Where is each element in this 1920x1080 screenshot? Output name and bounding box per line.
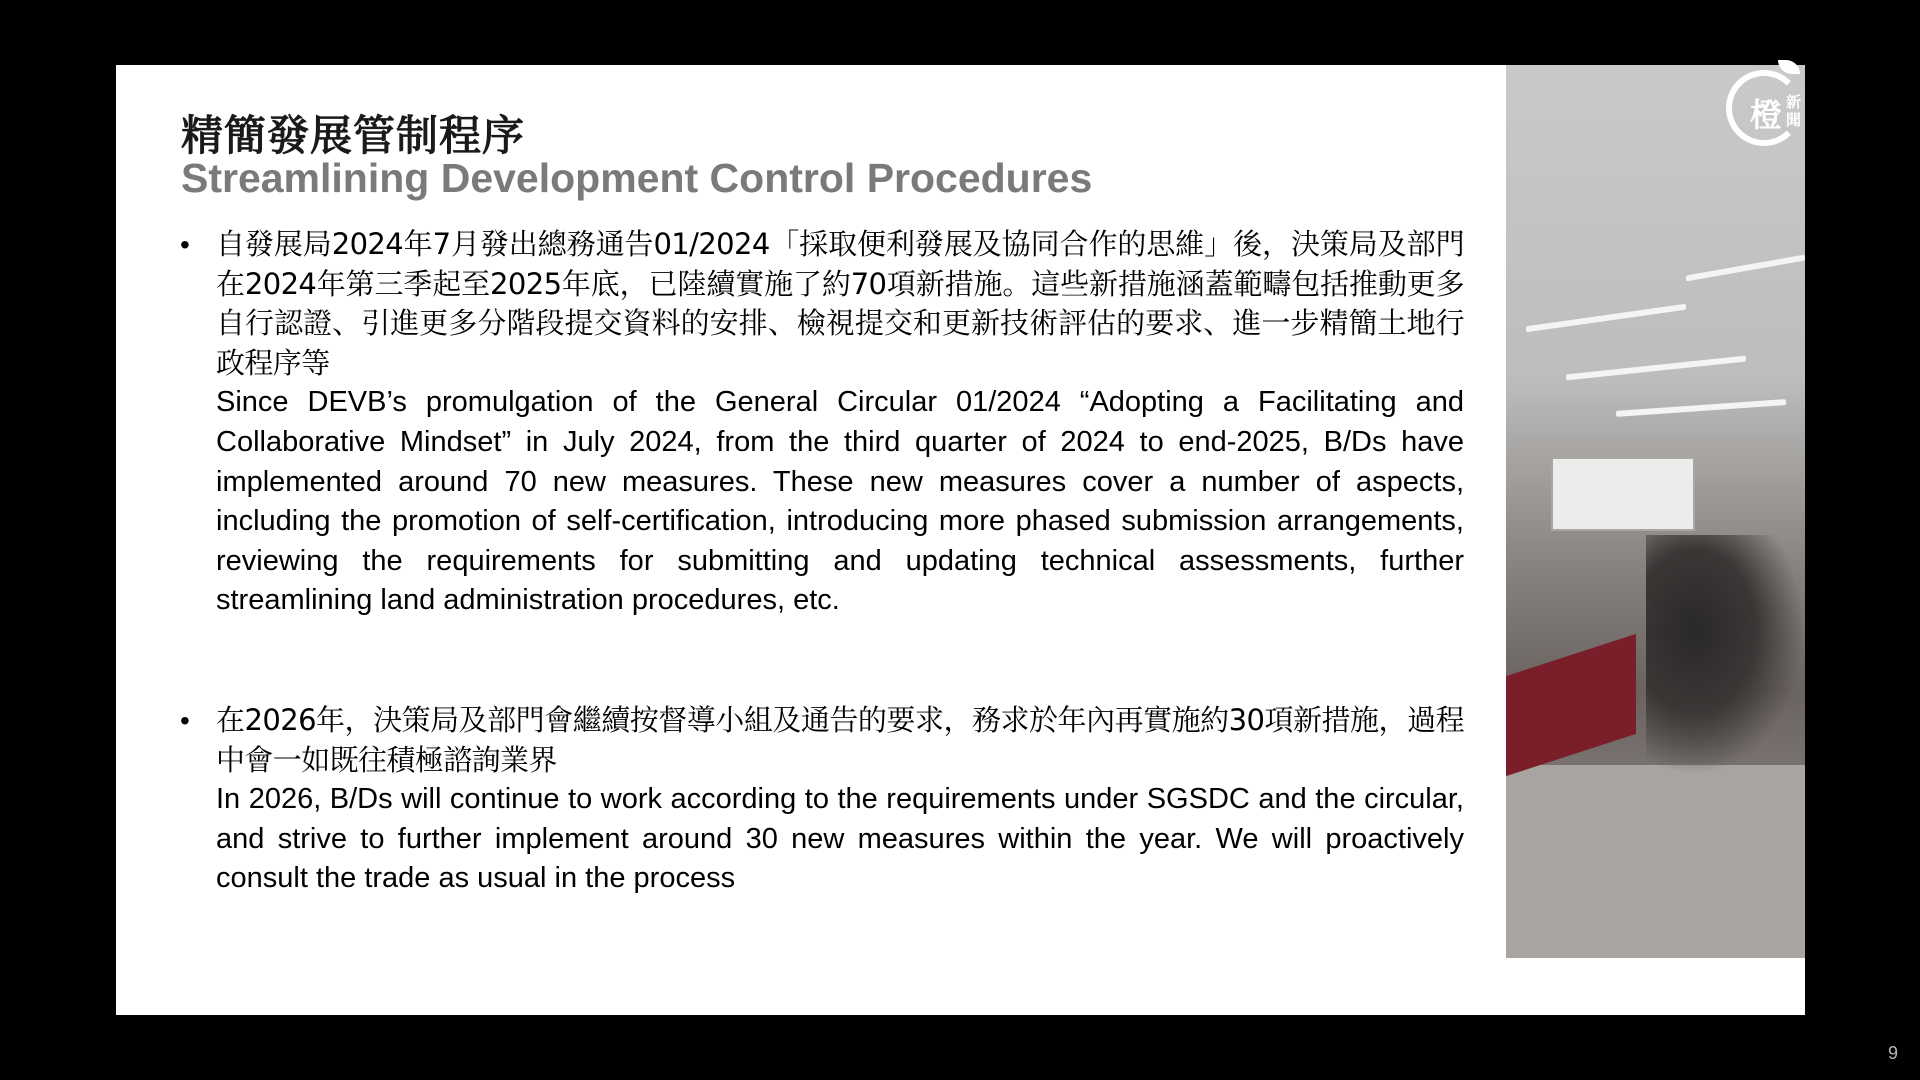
bullet-text-chinese: 在2026年，決策局及部門會繼續按督導小組及通告的要求，務求於年內再實施約30項新措施，過程中會一如既往積極諮詢業界	[216, 703, 1464, 777]
slide-title-chinese: 精簡發展管制程序	[181, 111, 526, 160]
broadcaster-logo	[1722, 60, 1810, 156]
ceiling-light	[1566, 356, 1746, 381]
bullet-item-measures-2026	[180, 701, 1464, 899]
logo-side-character-top: 新	[1786, 93, 1802, 111]
meeting-room-photo	[1506, 65, 1805, 958]
bullet-text-english: In 2026, B/Ds will continue to work according to the requirements under SGSDC and the circular, and strive to further implement around 30 new measures within the year. We will proactively consult the trade as usual in the process	[216, 783, 1464, 895]
bullet-item-measures-2024-2025	[180, 225, 1464, 621]
logo-side-character-bottom: 聞	[1786, 111, 1802, 129]
ceiling-light	[1686, 255, 1805, 282]
bullet-text-english: Since DEVB’s promulgation of the General Circular 01/2024 “Adopting a Facilitating and Collaborative Mindset” in July 2024, from the third quarter of 2024 to end-2025, B/Ds have implemented around 70 new measures. These new measures cover a number of aspects, including the promotion of self-certification, introducing more phased submission arrangements, reviewing the requirements for submitting and updating technical assessments, further streamlining land administration procedures, etc.	[216, 386, 1464, 617]
meeting-attendees	[1646, 535, 1805, 775]
ceiling-light	[1526, 304, 1686, 332]
bullet-dot: •	[180, 705, 190, 736]
logo-leaf-icon	[1778, 60, 1800, 74]
bullet-dot: •	[180, 229, 190, 260]
page-number: 9	[1888, 1043, 1899, 1063]
presentation-slide	[116, 65, 1899, 1063]
bullet-text-chinese: 自發展局2024年7月發出總務通告01/2024「採取便利發展及協同合作的思維」後，決策局及部門在2024年第三季起至2025年底，已陸續實施了約70項新措施。這些新措施涵蓋範疇包括推動更多自行認證、引進更多分階段提交資料的安排、檢視提交和更新技術評估的要求、進一步精簡土地行政程序等	[216, 227, 1464, 380]
logo-main-character: 橙	[1750, 96, 1783, 134]
ceiling-light	[1616, 399, 1786, 417]
conference-table	[1506, 634, 1636, 776]
projection-screen	[1551, 457, 1695, 531]
floor	[1506, 765, 1805, 958]
slide-title-english: Streamlining Development Control Procedures	[181, 155, 1093, 201]
